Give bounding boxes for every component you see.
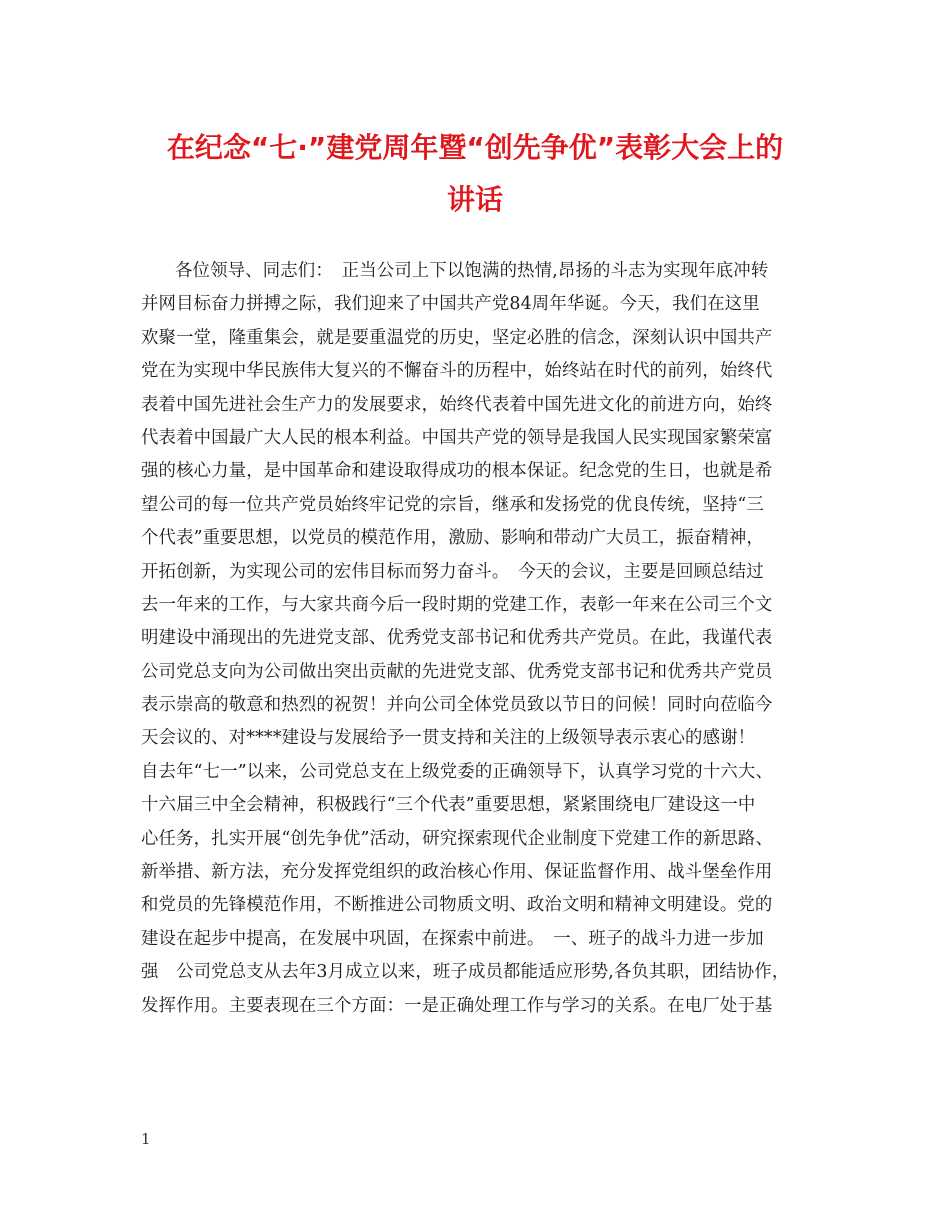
body-line: 个代表”重要思想，以党员的模范作用，激励、影响和带动广大员工，振奋精神， <box>141 528 764 549</box>
body-line: 明建设中涌现出的先进党支部、优秀党支部书记和优秀共产党员。在此，我谨代表 <box>141 628 773 649</box>
body-line: 公司党总支向为公司做出突出贡献的先进党支部、优秀党支部书记和优秀共产党员 <box>141 661 773 682</box>
body-line: 天会议的、对****建设与发展给予一贯支持和关注的上级领导表示衷心的感谢！ <box>141 728 756 749</box>
body-line: 并网目标奋力拼搏之际，我们迎来了中国共产党84周年华诞。今天，我们在这里 <box>141 294 760 315</box>
body-paragraph <box>141 255 831 1023</box>
body-line: 心任务，扎实开展“创先争优”活动，研究探索现代企业制度下党建工作的新思路、 <box>141 828 774 849</box>
body-line: 表着中国先进社会生产力的发展要求，始终代表着中国先进文化的前进方向，始终 <box>141 394 773 415</box>
body-line: 开拓创新，为实现公司的宏伟目标而努力奋斗。 今天的会议，主要是回顾总结过 <box>141 561 764 582</box>
body-line: 新举措、新方法，充分发挥党组织的政治核心作用、保证监督作用、战斗堡垒作用 <box>141 862 773 883</box>
body-line: 去一年来的工作，与大家共商今后一段时期的党建工作，表彰一年来在公司三个文 <box>141 594 773 615</box>
body-line: 表示崇高的敬意和热烈的祝贺！并向公司全体党员致以节日的问候！同时向莅临今 <box>141 695 773 716</box>
body-line: 代表着中国最广大人民的根本利益。中国共产党的领导是我国人民实现国家繁荣富 <box>141 427 773 448</box>
body-line: 十六届三中全会精神，积极践行“三个代表”重要思想，紧紧围绕电厂建设这一中 <box>141 795 756 816</box>
body-line: 强的核心力量，是中国革命和建设取得成功的根本保证。纪念党的生日，也就是希 <box>141 461 773 482</box>
body-line: 发挥作用。主要表现在三个方面：一是正确处理工作与学习的关系。在电厂处于基 <box>141 995 773 1016</box>
body-line: 党在为实现中华民族伟大复兴的不懈奋斗的历程中，始终站在时代的前列，始终代 <box>141 361 773 382</box>
body-line: 建设在起步中提高，在发展中巩固，在探索中前进。 一、班子的战斗力进一步加 <box>141 928 764 949</box>
body-line: 欢聚一堂，隆重集会，就是要重温党的历史，坚定必胜的信念，深刻认识中国共产 <box>141 327 773 348</box>
body-line: 和党员的先锋模范作用，不断推进公司物质文明、政治文明和精神文明建设。党的 <box>141 895 773 916</box>
body-line: 各位领导、同志们： 正当公司上下以饱满的热情,昂扬的斗志为实现年底冲转 <box>175 261 769 281</box>
title-line-1: 在纪念“七·”建党周年暨“创先争优”表彰大会上的 <box>166 131 784 164</box>
body-line: 望公司的每一位共产党员始终牢记党的宗旨，继承和发扬党的优良传统，坚持“三 <box>141 494 764 515</box>
title-line-2: 讲话 <box>446 183 503 216</box>
page-number: 1 <box>141 1130 151 1148</box>
body-line: 自去年“七一”以来，公司党总支在上级党委的正确领导下，认真学习党的十六大、 <box>141 761 774 782</box>
document-title <box>110 122 840 226</box>
body-line: 强 公司党总支从去年3月成立以来，班子成员都能适应形势,各负其职，团结协作， <box>141 962 790 983</box>
